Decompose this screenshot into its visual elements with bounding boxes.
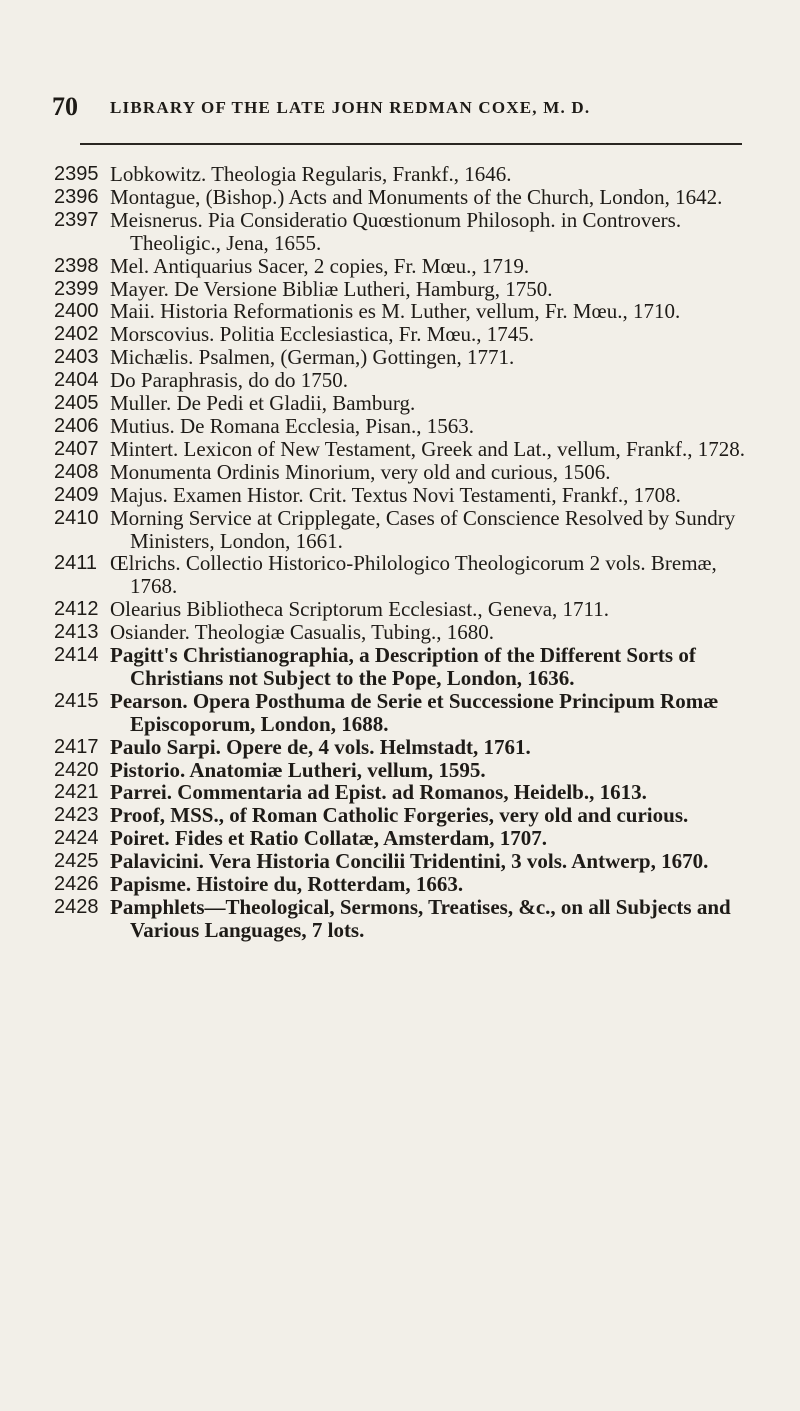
entry-text: Paulo Sarpi. Opere de, 4 vols. Helmstadt, 1761. — [110, 734, 531, 759]
entry-number: 2424 — [54, 827, 99, 850]
entry-text: Pamphlets—Theological, Sermons, Treatises, &c., on all Subjects and Various Languages, 7 lots. — [110, 895, 731, 942]
catalog-entry — [54, 323, 764, 346]
catalog-entries — [54, 163, 764, 942]
catalog-entry — [54, 850, 764, 873]
entry-text: Monumenta Ordinis Minorium, very old and curious, 1506. — [110, 459, 611, 484]
entry-number: 2402 — [54, 323, 99, 346]
entry-text: Olearius Bibliotheca Scriptorum Ecclesiast., Geneva, 1711. — [110, 597, 609, 622]
catalog-entry — [54, 438, 764, 461]
entry-text: Papisme. Histoire du, Rotterdam, 1663. — [110, 872, 464, 897]
catalog-entry — [54, 644, 764, 690]
entry-number: 2414 — [54, 644, 99, 667]
entry-text: Montague, (Bishop.) Acts and Monuments of the Church, London, 1642. — [110, 184, 723, 209]
entry-number: 2408 — [54, 460, 99, 483]
entry-text: Osiander. Theologiæ Casualis, Tubing., 1680. — [110, 620, 495, 645]
header-rule — [80, 143, 742, 145]
entry-text: Majus. Examen Histor. Crit. Textus Novi Testamenti, Frankf., 1708. — [110, 482, 681, 507]
catalog-entry — [54, 621, 764, 644]
catalog-entry — [54, 300, 764, 323]
catalog-entry — [54, 736, 764, 759]
catalog-entry — [54, 415, 764, 438]
entry-number: 2399 — [54, 277, 99, 300]
entry-text: Parrei. Commentaria ad Epist. ad Romanos, Heidelb., 1613. — [110, 780, 647, 805]
catalog-entry — [54, 896, 764, 942]
entry-text: Meisnerus. Pia Consideratio Quœstionum Philosoph. in Controvers. Theoligic., Jena, 1655. — [110, 207, 682, 255]
catalog-entry — [54, 690, 764, 736]
entry-text: Proof, MSS., of Roman Catholic Forgeries, very old and curious. — [110, 803, 689, 828]
entry-number: 2407 — [54, 437, 99, 460]
entry-number: 2413 — [54, 621, 99, 644]
entry-number: 2410 — [54, 506, 99, 529]
entry-text: Mintert. Lexicon of New Testament, Greek and Lat., vellum, Frankf., 1728. — [110, 436, 745, 461]
catalog-entry — [54, 369, 764, 392]
entry-text: Mutius. De Romana Ecclesia, Pisan., 1563. — [110, 413, 474, 438]
entry-number: 2426 — [54, 873, 99, 896]
catalog-entry — [54, 392, 764, 415]
entry-text: Michælis. Psalmen, (German,) Gottingen, 1771. — [110, 345, 515, 370]
entry-number: 2395 — [54, 163, 99, 185]
entry-number: 2428 — [54, 896, 99, 918]
entry-number: 2420 — [54, 758, 99, 781]
entry-number: 2423 — [54, 804, 99, 827]
catalog-entry — [54, 209, 764, 255]
entry-number: 2415 — [54, 689, 99, 712]
entry-number: 2397 — [54, 208, 99, 231]
page-header — [52, 92, 752, 121]
entry-text: Mel. Antiquarius Sacer, 2 copies, Fr. Mœu., 1719. — [110, 253, 530, 278]
entry-number: 2400 — [54, 300, 99, 323]
entry-number: 2409 — [54, 483, 99, 506]
entry-number: 2421 — [54, 781, 99, 804]
entry-number: 2398 — [54, 254, 99, 277]
entry-number: 2406 — [54, 414, 99, 437]
entry-text: Mayer. De Versione Bibliæ Lutheri, Hamburg, 1750. — [110, 276, 553, 301]
catalog-entry — [54, 186, 764, 209]
catalog-entry — [54, 163, 764, 186]
entry-text: Muller. De Pedi et Gladii, Bamburg. — [110, 391, 416, 416]
entry-number: 2425 — [54, 850, 99, 873]
entry-text: Poiret. Fides et Ratio Collatæ, Amsterdam, 1707. — [110, 826, 548, 851]
entry-text: Pistorio. Anatomiæ Lutheri, vellum, 1595. — [110, 757, 486, 782]
entry-number: 2417 — [54, 735, 99, 758]
page-number: 70 — [52, 92, 78, 121]
catalog-entry — [54, 827, 764, 850]
entry-text: Morning Service at Cripplegate, Cases of Conscience Resolved by Sundry Ministers, London, 1661. — [110, 505, 736, 553]
entry-text: Pearson. Opera Posthuma de Serie et Successione Principum Romæ Episcoporum, London, 1688. — [110, 688, 719, 736]
entry-text: Œlrichs. Collectio Historico-Philologico Theologicorum 2 vols. Bremæ, 1768. — [110, 551, 717, 599]
entry-text: Maii. Historia Reformationis es M. Luther, vellum, Fr. Mœu., 1710. — [110, 299, 681, 324]
entry-text: Palavicini. Vera Historia Concilii Tridentini, 3 vols. Antwerp, 1670. — [110, 849, 709, 874]
catalog-entry — [54, 781, 764, 804]
entry-number: 2403 — [54, 346, 99, 369]
running-title: LIBRARY OF THE LATE JOHN REDMAN COXE, M. D. — [110, 98, 591, 117]
entry-number: 2411 — [54, 552, 98, 575]
catalog-entry — [54, 461, 764, 484]
entry-text: Pagitt's Christianographia, a Description of the Different Sorts of Christians not Subject to the Pope, London, 1636. — [110, 643, 696, 690]
entry-text: Do Paraphrasis, do do 1750. — [110, 368, 348, 393]
catalog-entry — [54, 759, 764, 782]
entry-number: 2412 — [54, 598, 99, 621]
entry-text: Lobkowitz. Theologia Regularis, Frankf., 1646. — [110, 162, 512, 186]
catalog-entry — [54, 804, 764, 827]
entry-number: 2404 — [54, 369, 99, 392]
catalog-entry — [54, 873, 764, 896]
catalog-entry — [54, 278, 764, 301]
entry-number: 2396 — [54, 185, 99, 208]
catalog-entry — [54, 598, 764, 621]
catalog-entry — [54, 507, 764, 553]
entry-number: 2405 — [54, 392, 99, 415]
entry-text: Morscovius. Politia Ecclesiastica, Fr. Mœu., 1745. — [110, 322, 535, 347]
catalog-entry — [54, 552, 764, 598]
catalog-entry — [54, 346, 764, 369]
catalog-entry — [54, 255, 764, 278]
catalog-entry — [54, 484, 764, 507]
